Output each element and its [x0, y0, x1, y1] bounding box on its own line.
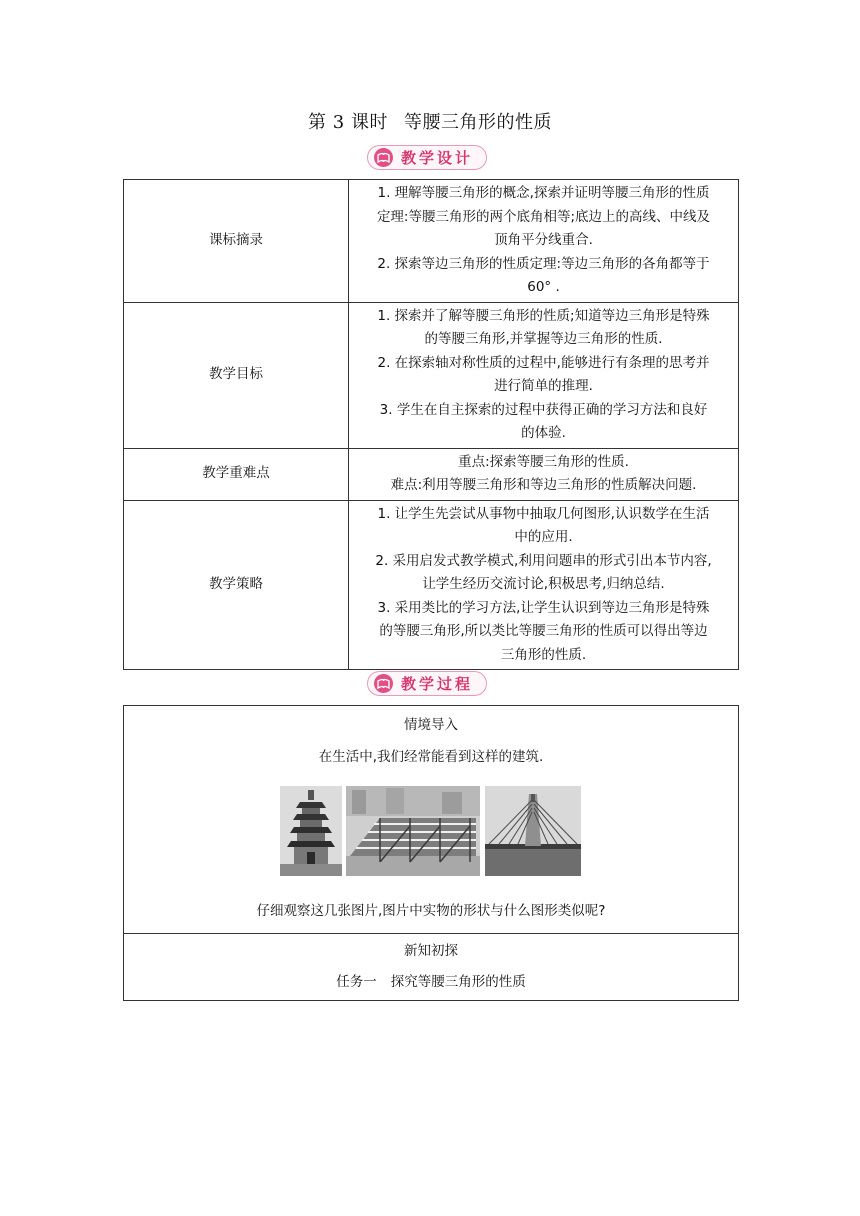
content-line: 3. 采用类比的学习方法,让学生认识到等边三角形是特殊	[377, 599, 710, 616]
table-row	[124, 500, 739, 670]
bleachers-photo	[346, 786, 480, 876]
content-line: 60° .	[527, 279, 560, 295]
content-line: 的等腰三角形,所以类比等腰三角形的性质可以得出等边	[379, 623, 708, 639]
task-line	[124, 970, 738, 990]
row-content	[349, 448, 739, 500]
pagoda-photo	[280, 786, 342, 876]
content-line: 3. 学生在自主探索的过程中获得正确的学习方法和良好	[379, 401, 708, 418]
book-icon	[374, 148, 393, 167]
section-heading: 新知初探	[404, 943, 458, 959]
row-content	[349, 180, 739, 303]
content-line: 进行简单的推理.	[494, 378, 593, 394]
section-heading: 情境导入	[404, 717, 458, 733]
teaching-process-banner	[367, 671, 487, 696]
row-label: 教学策略	[124, 500, 349, 670]
content-line: 让学生经历交流讨论,积极思考,归纳总结.	[422, 576, 665, 592]
book-icon	[374, 674, 393, 693]
content-line: 2. 采用启发式教学模式,利用问题串的形式引出本节内容,	[375, 552, 712, 569]
table-row	[124, 180, 739, 303]
content-line: 1. 让学生先尝试从事物中抽取几何图形,认识数学在生活	[377, 505, 710, 522]
row-label: 教学目标	[124, 302, 349, 448]
row-label: 教学重难点	[124, 448, 349, 500]
cable-stayed-bridge-photo	[485, 786, 581, 876]
lesson-title: 等腰三角形的性质	[403, 112, 552, 133]
content-line: 的等腰三角形,并掌握等边三角形的性质.	[424, 331, 663, 347]
table-row	[124, 302, 739, 448]
row-label: 课标摘录	[124, 180, 349, 303]
content-line: 中的应用.	[514, 529, 573, 545]
section-question: 仔细观察这几张图片,图片中实物的形状与什么图形类似呢?	[256, 903, 606, 919]
section-intro: 在生活中,我们经常能看到这样的建筑.	[318, 749, 544, 765]
content-line: 2. 探索等边三角形的性质定理:等边三角形的各角都等于	[377, 255, 710, 272]
table-row	[124, 448, 739, 500]
row-content	[349, 302, 739, 448]
content-line: 的体验.	[521, 425, 566, 441]
content-line: 重点:探索等腰三角形的性质.	[458, 453, 629, 470]
page-title	[0, 108, 860, 134]
banner-label: 教学设计	[401, 149, 474, 167]
content-line: 定理:等腰三角形的两个底角相等;底边上的高线、中线及	[376, 208, 711, 225]
lesson-number: 第 3 课时	[308, 112, 388, 133]
content-line: 三角形的性质.	[500, 646, 587, 663]
content-line: 2. 在探索轴对称性质的过程中,能够进行有条理的思考并	[377, 354, 710, 371]
content-line: 顶角平分线重合.	[494, 232, 593, 248]
teaching-process-box	[123, 705, 739, 1001]
task-title: 探究等腰三角形的性质	[390, 974, 526, 990]
banner-label: 教学过程	[401, 675, 474, 693]
teaching-design-banner	[367, 145, 487, 170]
content-line: 1. 探索并了解等腰三角形的性质;知道等边三角形是特殊	[377, 307, 710, 324]
content-line: 1. 理解等腰三角形的概念,探索并证明等腰三角形的性质	[377, 185, 710, 201]
content-line: 难点:利用等腰三角形和等边三角形的性质解决问题.	[390, 477, 697, 493]
task-label: 任务一	[336, 974, 377, 990]
row-content	[349, 500, 739, 670]
teaching-design-table	[123, 179, 739, 670]
section-divider	[124, 933, 738, 934]
